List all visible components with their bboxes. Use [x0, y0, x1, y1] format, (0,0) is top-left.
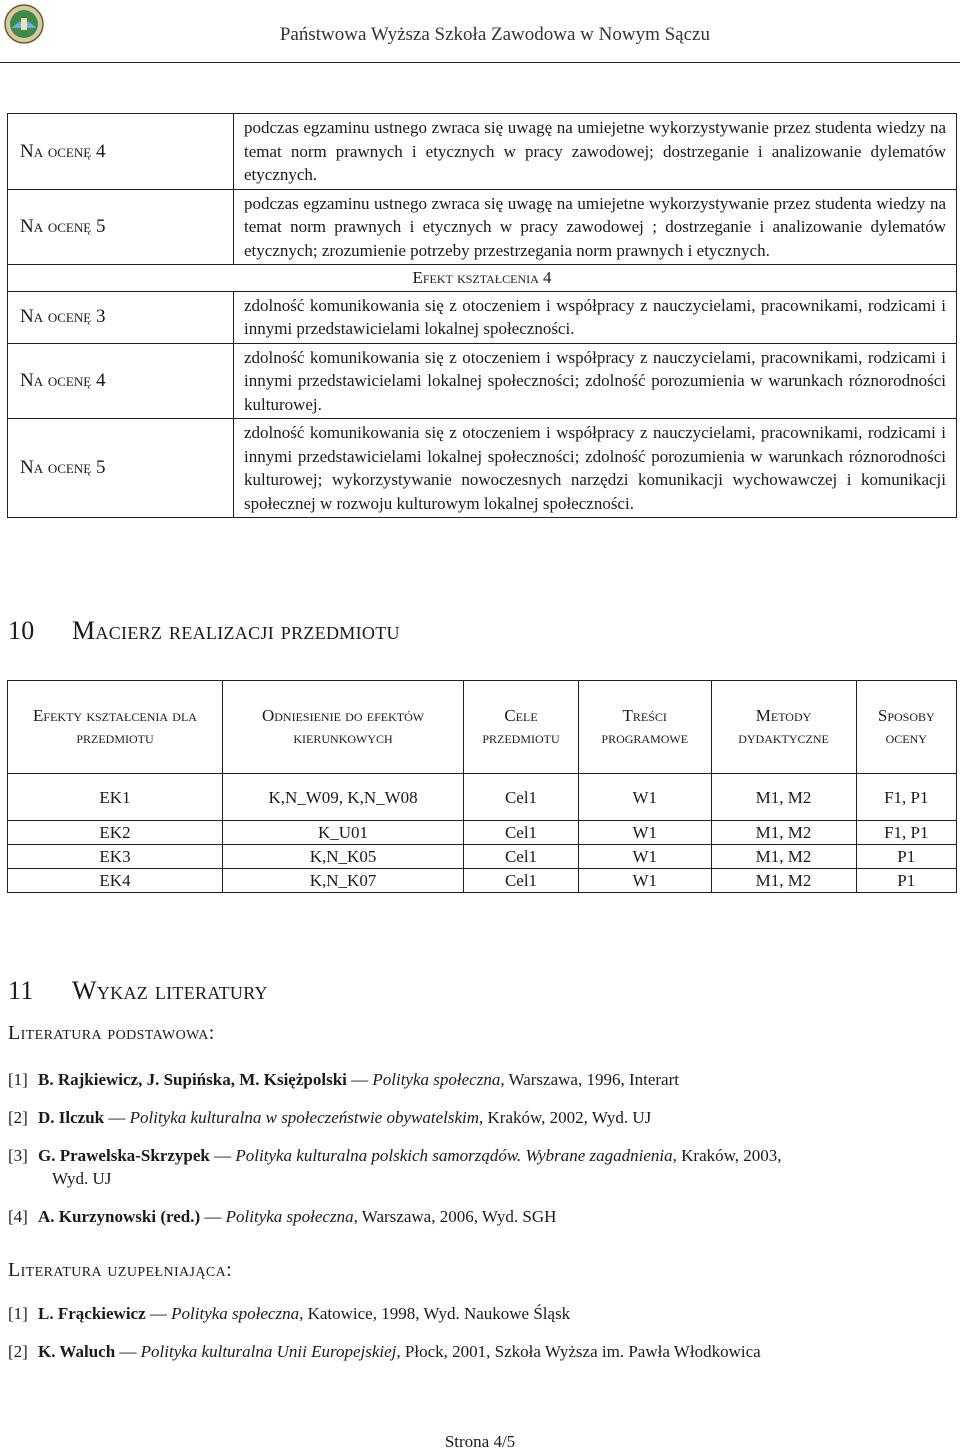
basic-literature-heading: Literatura podstawowa:	[8, 1022, 215, 1044]
entry-author: G. Prawelska-Skrzypek	[38, 1146, 210, 1165]
matrix-cell: W1	[578, 821, 711, 845]
page-number: Strona 4/5	[444, 1432, 516, 1451]
matrix-header-cell: Sposoby oceny	[856, 681, 956, 774]
matrix-row	[8, 821, 957, 845]
matrix-cell: EK1	[8, 774, 223, 821]
matrix-cell: EK3	[8, 845, 223, 869]
grade-criteria: zdolność komunikowania się z otoczeniem i współpracy z nauczycielami, pracownikami, rodzicami i innymi przedstawicielami lokalnej społeczności.	[234, 291, 957, 343]
assessment-criteria-table	[7, 113, 957, 518]
bibliography-entry	[8, 1068, 958, 1091]
supplementary-literature-heading: Literatura uzupełniająca:	[8, 1259, 233, 1281]
grade-criteria: podczas egzaminu ustnego zwraca się uwagę na umiejetne wykorzystywanie przez studenta wiedzy na temat norm prawnych i etycznych w pracy zawodowej ; dostrzeganie i analizowanie dylematów etycznych; zrozumienie potrzeby przestrzegania norm prawnych i etycznych.	[234, 189, 957, 265]
assessment-row	[8, 114, 957, 190]
matrix-cell: F1, P1	[856, 774, 956, 821]
matrix-header-cell: Cele przedmiotu	[464, 681, 579, 774]
bibliography-entry	[8, 1340, 958, 1363]
grade-label: Na ocenę 5	[8, 189, 234, 265]
bibliography-entry	[8, 1205, 958, 1228]
bibliography-entry	[8, 1302, 958, 1325]
realization-matrix-table	[7, 680, 957, 893]
matrix-cell: Cel1	[464, 845, 579, 869]
entry-dash: —	[108, 1108, 126, 1127]
matrix-header-cell: Metody dydaktyczne	[711, 681, 856, 774]
entry-dash: —	[149, 1304, 167, 1323]
assessment-row	[8, 419, 957, 518]
entry-title: Polityka kulturalna Unii Europejskiej	[140, 1342, 397, 1361]
entry-author: K. Waluch	[38, 1342, 116, 1361]
entry-publication: , Kraków, 2002, Wyd. UJ	[479, 1108, 652, 1127]
entry-title: Polityka kulturalna polskich samorządów. Wybrane zagadnienia	[235, 1146, 673, 1165]
entry-title: Polityka społeczna	[171, 1304, 300, 1323]
matrix-cell: M1, M2	[711, 821, 856, 845]
matrix-cell: P1	[856, 869, 956, 893]
entry-dash: —	[204, 1207, 222, 1226]
matrix-cell: P1	[856, 845, 956, 869]
matrix-cell: K,N_K07	[222, 869, 463, 893]
matrix-cell: Cel1	[464, 821, 579, 845]
entry-author: D. Ilczuk	[38, 1108, 105, 1127]
entry-publication: , Katowice, 1998, Wyd. Naukowe Śląsk	[299, 1304, 571, 1323]
section-heading-literature: 11 Wykaz literatury	[8, 976, 268, 1005]
bibliography-entry	[8, 1106, 958, 1129]
entry-dash: —	[351, 1070, 369, 1089]
entry-key: [3]	[8, 1146, 28, 1165]
grade-label: Na ocenę 4	[8, 114, 234, 190]
supplementary-literature-list	[8, 1302, 958, 1378]
grade-label: Na ocenę 4	[8, 343, 234, 419]
entry-publication-cont: Wyd. UJ	[52, 1169, 112, 1188]
entry-title: Polityka społeczna	[225, 1207, 354, 1226]
section-heading-matrix: 10 Macierz realizacji przedmiotu	[8, 616, 400, 645]
entry-dash: —	[214, 1146, 232, 1165]
matrix-cell: M1, M2	[711, 869, 856, 893]
matrix-cell: K,N_W09, K,N_W08	[222, 774, 463, 821]
entry-author: A. Kurzynowski (red.)	[38, 1207, 201, 1226]
entry-publication: , Warszawa, 2006, Wyd. SGH	[353, 1207, 557, 1226]
entry-author: L. Frąckiewicz	[38, 1304, 146, 1323]
matrix-cell: M1, M2	[711, 774, 856, 821]
matrix-row	[8, 845, 957, 869]
matrix-cell: Cel1	[464, 774, 579, 821]
matrix-cell: K,N_K05	[222, 845, 463, 869]
entry-key: [2]	[8, 1108, 28, 1127]
header-title: Państwowa Wyższa Szkoła Zawodowa w Nowym Sączu	[279, 24, 710, 45]
matrix-cell: W1	[578, 845, 711, 869]
assessment-row	[8, 343, 957, 419]
entry-title: Polityka kulturalna w społeczeństwie obywatelskim	[129, 1108, 480, 1127]
matrix-cell: Cel1	[464, 869, 579, 893]
entry-dash: —	[119, 1342, 137, 1361]
matrix-cell: EK4	[8, 869, 223, 893]
entry-title: Polityka społeczna	[372, 1070, 501, 1089]
entry-key: [2]	[8, 1342, 28, 1361]
matrix-header-cell: Odniesienie do efektów kierunkowych	[222, 681, 463, 774]
basic-literature-list	[8, 1068, 958, 1243]
grade-label: Na ocenę 5	[8, 419, 234, 518]
grade-criteria: podczas egzaminu ustnego zwraca się uwagę na umiejetne wykorzystywanie przez studenta wiedzy na temat norm prawnych i etycznych w pracy zawodowej; dostrzeganie i analizowanie dylematów etycznych.	[234, 114, 957, 190]
header-divider	[0, 62, 960, 63]
matrix-header-cell: Efekty kształcenia dla przedmiotu	[8, 681, 223, 774]
grade-criteria: zdolność komunikowania się z otoczeniem i współpracy z nauczycielami, pracownikami, rodzicami i innymi przedstawicielami lokalnej społeczności; zdolność porozumienia w warunkach róznorodności kulturowej; wykorzystywanie nowoczesnych narzędzi komunikacji wychowawczej i komunikacji społecznej w rozwoju kulturowym lokalnej społeczności.	[234, 419, 957, 518]
entry-publication: , Płock, 2001, Szkoła Wyższa im. Pawła Włodkowica	[396, 1342, 761, 1361]
entry-publication: , Warszawa, 1996, Interart	[500, 1070, 679, 1089]
entry-key: [1]	[8, 1304, 28, 1323]
entry-key: [4]	[8, 1207, 28, 1226]
matrix-header-cell: Treści programowe	[578, 681, 711, 774]
entry-author: B. Rajkiewicz, J. Supińska, M. Księżpolski	[38, 1070, 347, 1089]
matrix-row	[8, 869, 957, 893]
grade-label: Na ocenę 3	[8, 291, 234, 343]
entry-publication: , Kraków, 2003,	[672, 1146, 782, 1165]
assessment-row	[8, 291, 957, 343]
bibliography-entry	[8, 1144, 958, 1190]
grade-criteria: zdolność komunikowania się z otoczeniem i współpracy z nauczycielami, pracownikami, rodzicami i innymi przedstawicielami lokalnej społeczności; zdolność porozumienia w warunkach róznorodności kulturowej.	[234, 343, 957, 419]
matrix-cell: M1, M2	[711, 845, 856, 869]
matrix-cell: K_U01	[222, 821, 463, 845]
matrix-cell: EK2	[8, 821, 223, 845]
matrix-cell: W1	[578, 774, 711, 821]
matrix-cell: F1, P1	[856, 821, 956, 845]
effect-heading: Efekt kształcenia 4	[8, 265, 957, 292]
entry-key: [1]	[8, 1070, 28, 1089]
assessment-row	[8, 189, 957, 265]
matrix-cell: W1	[578, 869, 711, 893]
matrix-row	[8, 774, 957, 821]
assessment-row	[8, 265, 957, 292]
